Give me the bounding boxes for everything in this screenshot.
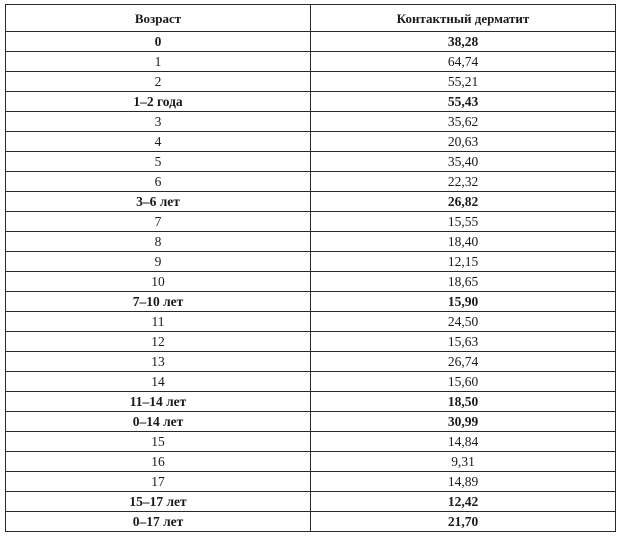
- table-row-summary: [6, 192, 616, 212]
- age-cell: 15–17 лет: [6, 492, 311, 512]
- table-row: [6, 112, 616, 132]
- age-cell: 0–17 лет: [6, 512, 311, 532]
- table-row-summary: [6, 492, 616, 512]
- value-cell: 15,90: [311, 292, 616, 312]
- value-cell: 26,82: [311, 192, 616, 212]
- table-header: [6, 5, 616, 32]
- table-row: [6, 72, 616, 92]
- value-cell: 30,99: [311, 412, 616, 432]
- header-row: [6, 5, 616, 32]
- table-row: [6, 152, 616, 172]
- table-row: [6, 452, 616, 472]
- age-cell: 5: [6, 152, 311, 172]
- value-cell: 15,63: [311, 332, 616, 352]
- table-row: [6, 132, 616, 152]
- age-cell: 2: [6, 72, 311, 92]
- value-cell: 55,43: [311, 92, 616, 112]
- value-cell: 26,74: [311, 352, 616, 372]
- age-cell: 4: [6, 132, 311, 152]
- age-cell: 16: [6, 452, 311, 472]
- age-cell: 7–10 лет: [6, 292, 311, 312]
- value-cell: 21,70: [311, 512, 616, 532]
- value-cell: 15,55: [311, 212, 616, 232]
- table-row-summary: [6, 92, 616, 112]
- age-cell: 3: [6, 112, 311, 132]
- value-cell: 55,21: [311, 72, 616, 92]
- age-cell: 0–14 лет: [6, 412, 311, 432]
- table-row: [6, 252, 616, 272]
- value-cell: 9,31: [311, 452, 616, 472]
- age-cell: 17: [6, 472, 311, 492]
- age-cell: 11: [6, 312, 311, 332]
- value-cell: 15,60: [311, 372, 616, 392]
- table-row: [6, 432, 616, 452]
- table-row: [6, 372, 616, 392]
- dermatitis-table: [5, 4, 616, 532]
- value-cell: 64,74: [311, 52, 616, 72]
- age-cell: 9: [6, 252, 311, 272]
- table-row: [6, 352, 616, 372]
- value-cell: 24,50: [311, 312, 616, 332]
- table-row-summary: [6, 412, 616, 432]
- value-cell: 12,15: [311, 252, 616, 272]
- value-cell: 38,28: [311, 32, 616, 52]
- value-cell: 18,50: [311, 392, 616, 412]
- table-row: [6, 232, 616, 252]
- table-row-summary: [6, 32, 616, 52]
- value-cell: 22,32: [311, 172, 616, 192]
- table-row: [6, 332, 616, 352]
- age-cell: 3–6 лет: [6, 192, 311, 212]
- value-cell: 18,40: [311, 232, 616, 252]
- value-cell: 20,63: [311, 132, 616, 152]
- table-row-summary: [6, 392, 616, 412]
- age-cell: 0: [6, 32, 311, 52]
- table-row: [6, 172, 616, 192]
- age-cell: 8: [6, 232, 311, 252]
- age-cell: 11–14 лет: [6, 392, 311, 412]
- age-cell: 13: [6, 352, 311, 372]
- table-row: [6, 472, 616, 492]
- age-cell: 1: [6, 52, 311, 72]
- value-cell: 18,65: [311, 272, 616, 292]
- age-cell: 14: [6, 372, 311, 392]
- table-body: [6, 32, 616, 532]
- age-cell: 1–2 года: [6, 92, 311, 112]
- value-cell: 12,42: [311, 492, 616, 512]
- value-cell: 14,84: [311, 432, 616, 452]
- header-contact-dermatitis: Контактный дерматит: [311, 5, 616, 32]
- age-cell: 12: [6, 332, 311, 352]
- table-row: [6, 52, 616, 72]
- age-cell: 15: [6, 432, 311, 452]
- table-row: [6, 312, 616, 332]
- table-row-summary: [6, 512, 616, 532]
- header-age: Возраст: [6, 5, 311, 32]
- value-cell: 35,62: [311, 112, 616, 132]
- table-row: [6, 272, 616, 292]
- age-cell: 6: [6, 172, 311, 192]
- table-row-summary: [6, 292, 616, 312]
- value-cell: 35,40: [311, 152, 616, 172]
- age-cell: 7: [6, 212, 311, 232]
- value-cell: 14,89: [311, 472, 616, 492]
- age-cell: 10: [6, 272, 311, 292]
- table-row: [6, 212, 616, 232]
